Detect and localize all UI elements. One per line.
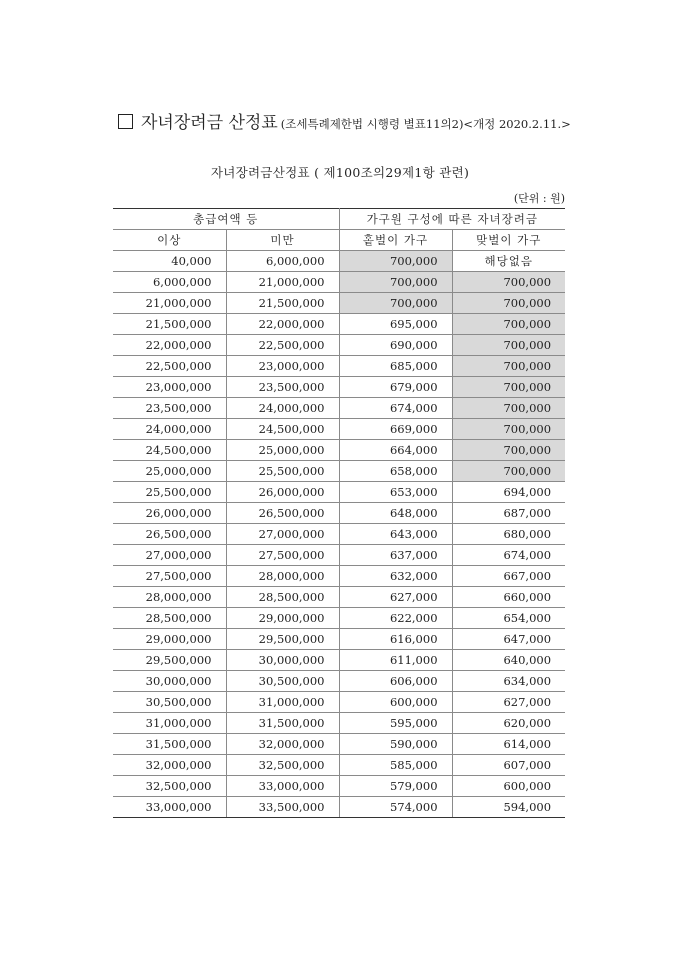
cell-single-earner: 658,000 bbox=[339, 461, 452, 482]
table-row bbox=[113, 671, 565, 692]
column-header-single-earner: 홑벌이 가구 bbox=[339, 230, 452, 251]
cell-single-earner: 622,000 bbox=[339, 608, 452, 629]
checkbox-icon bbox=[118, 114, 133, 129]
cell-income-max: 32,500,000 bbox=[226, 755, 339, 776]
cell-single-earner: 627,000 bbox=[339, 587, 452, 608]
cell-single-earner: 700,000 bbox=[339, 293, 452, 314]
cell-income-max: 28,000,000 bbox=[226, 566, 339, 587]
cell-single-earner: 579,000 bbox=[339, 776, 452, 797]
cell-dual-earner: 654,000 bbox=[452, 608, 565, 629]
cell-income-min: 26,000,000 bbox=[113, 503, 226, 524]
cell-income-max: 22,000,000 bbox=[226, 314, 339, 335]
cell-dual-earner: 607,000 bbox=[452, 755, 565, 776]
table-row bbox=[113, 482, 565, 503]
table-row bbox=[113, 272, 565, 293]
table-row bbox=[113, 461, 565, 482]
table-row bbox=[113, 251, 565, 272]
cell-single-earner: 616,000 bbox=[339, 629, 452, 650]
cell-income-min: 30,000,000 bbox=[113, 671, 226, 692]
cell-single-earner: 574,000 bbox=[339, 797, 452, 818]
cell-dual-earner: 700,000 bbox=[452, 272, 565, 293]
table-row bbox=[113, 440, 565, 461]
table-row bbox=[113, 398, 565, 419]
table-row bbox=[113, 608, 565, 629]
cell-income-min: 33,000,000 bbox=[113, 797, 226, 818]
cell-income-min: 25,000,000 bbox=[113, 461, 226, 482]
cell-single-earner: 611,000 bbox=[339, 650, 452, 671]
cell-income-max: 25,000,000 bbox=[226, 440, 339, 461]
cell-income-max: 27,000,000 bbox=[226, 524, 339, 545]
cell-income-min: 32,500,000 bbox=[113, 776, 226, 797]
cell-income-min: 22,500,000 bbox=[113, 356, 226, 377]
cell-income-min: 27,500,000 bbox=[113, 566, 226, 587]
cell-income-min: 31,000,000 bbox=[113, 713, 226, 734]
cell-dual-earner: 627,000 bbox=[452, 692, 565, 713]
cell-single-earner: 700,000 bbox=[339, 251, 452, 272]
cell-single-earner: 664,000 bbox=[339, 440, 452, 461]
cell-dual-earner: 634,000 bbox=[452, 671, 565, 692]
cell-income-max: 24,000,000 bbox=[226, 398, 339, 419]
cell-single-earner: 590,000 bbox=[339, 734, 452, 755]
cell-income-max: 27,500,000 bbox=[226, 545, 339, 566]
cell-dual-earner: 700,000 bbox=[452, 440, 565, 461]
household-group-header: 가구원 구성에 따른 자녀장려금 bbox=[339, 209, 565, 230]
cell-single-earner: 585,000 bbox=[339, 755, 452, 776]
table-row bbox=[113, 713, 565, 734]
cell-dual-earner: 674,000 bbox=[452, 545, 565, 566]
cell-dual-earner: 694,000 bbox=[452, 482, 565, 503]
cell-single-earner: 690,000 bbox=[339, 335, 452, 356]
cell-dual-earner: 700,000 bbox=[452, 335, 565, 356]
cell-single-earner: 669,000 bbox=[339, 419, 452, 440]
cell-income-max: 25,500,000 bbox=[226, 461, 339, 482]
table-row bbox=[113, 776, 565, 797]
cell-income-max: 32,000,000 bbox=[226, 734, 339, 755]
cell-single-earner: 653,000 bbox=[339, 482, 452, 503]
cell-income-min: 21,500,000 bbox=[113, 314, 226, 335]
cell-income-min: 32,000,000 bbox=[113, 755, 226, 776]
cell-dual-earner: 700,000 bbox=[452, 377, 565, 398]
cell-dual-earner: 700,000 bbox=[452, 356, 565, 377]
cell-single-earner: 606,000 bbox=[339, 671, 452, 692]
cell-dual-earner: 660,000 bbox=[452, 587, 565, 608]
cell-income-min: 31,500,000 bbox=[113, 734, 226, 755]
cell-single-earner: 643,000 bbox=[339, 524, 452, 545]
table-row bbox=[113, 356, 565, 377]
cell-income-max: 24,500,000 bbox=[226, 419, 339, 440]
cell-income-max: 29,500,000 bbox=[226, 629, 339, 650]
cell-income-max: 21,000,000 bbox=[226, 272, 339, 293]
cell-income-max: 22,500,000 bbox=[226, 335, 339, 356]
cell-dual-earner: 620,000 bbox=[452, 713, 565, 734]
cell-income-min: 26,500,000 bbox=[113, 524, 226, 545]
table-row bbox=[113, 419, 565, 440]
table-row bbox=[113, 734, 565, 755]
table-row bbox=[113, 755, 565, 776]
table-row bbox=[113, 293, 565, 314]
heading-title: 자녀장려금 산정표 bbox=[141, 113, 278, 133]
cell-dual-earner: 700,000 bbox=[452, 398, 565, 419]
cell-income-min: 40,000 bbox=[113, 251, 226, 272]
cell-dual-earner: 614,000 bbox=[452, 734, 565, 755]
cell-income-max: 33,500,000 bbox=[226, 797, 339, 818]
cell-income-max: 33,000,000 bbox=[226, 776, 339, 797]
cell-income-min: 24,000,000 bbox=[113, 419, 226, 440]
cell-income-min: 29,500,000 bbox=[113, 650, 226, 671]
heading-legal-reference: (조세특례제한법 시행령 별표11의2)<개정 2020.2.11.> bbox=[280, 117, 571, 131]
column-header-max: 미만 bbox=[226, 230, 339, 251]
cell-income-min: 29,000,000 bbox=[113, 629, 226, 650]
table-row bbox=[113, 692, 565, 713]
cell-income-min: 28,500,000 bbox=[113, 608, 226, 629]
cell-income-min: 23,000,000 bbox=[113, 377, 226, 398]
child-bonus-table bbox=[113, 208, 565, 818]
cell-income-min: 25,500,000 bbox=[113, 482, 226, 503]
cell-dual-earner: 600,000 bbox=[452, 776, 565, 797]
cell-dual-earner: 667,000 bbox=[452, 566, 565, 587]
cell-income-min: 22,000,000 bbox=[113, 335, 226, 356]
cell-single-earner: 595,000 bbox=[339, 713, 452, 734]
cell-income-min: 23,500,000 bbox=[113, 398, 226, 419]
table-row bbox=[113, 650, 565, 671]
column-header-min: 이상 bbox=[113, 230, 226, 251]
cell-single-earner: 700,000 bbox=[339, 272, 452, 293]
cell-income-max: 31,000,000 bbox=[226, 692, 339, 713]
cell-income-max: 29,000,000 bbox=[226, 608, 339, 629]
cell-dual-earner: 700,000 bbox=[452, 293, 565, 314]
table-row bbox=[113, 566, 565, 587]
table-row bbox=[113, 377, 565, 398]
cell-single-earner: 674,000 bbox=[339, 398, 452, 419]
cell-income-max: 31,500,000 bbox=[226, 713, 339, 734]
cell-dual-earner: 594,000 bbox=[452, 797, 565, 818]
table-row bbox=[113, 797, 565, 818]
cell-income-min: 28,000,000 bbox=[113, 587, 226, 608]
cell-dual-earner: 700,000 bbox=[452, 314, 565, 335]
table-row bbox=[113, 335, 565, 356]
cell-income-max: 30,000,000 bbox=[226, 650, 339, 671]
table-row bbox=[113, 545, 565, 566]
cell-income-min: 24,500,000 bbox=[113, 440, 226, 461]
cell-single-earner: 632,000 bbox=[339, 566, 452, 587]
unit-label: (단위 : 원) bbox=[513, 192, 565, 205]
cell-dual-earner: 700,000 bbox=[452, 419, 565, 440]
cell-income-max: 26,000,000 bbox=[226, 482, 339, 503]
cell-income-max: 26,500,000 bbox=[226, 503, 339, 524]
table-row bbox=[113, 524, 565, 545]
cell-income-max: 6,000,000 bbox=[226, 251, 339, 272]
cell-dual-earner: 680,000 bbox=[452, 524, 565, 545]
table-body bbox=[113, 251, 565, 818]
cell-dual-earner: 700,000 bbox=[452, 461, 565, 482]
income-group-header: 총급여액 등 bbox=[113, 209, 339, 230]
cell-single-earner: 685,000 bbox=[339, 356, 452, 377]
cell-income-max: 23,000,000 bbox=[226, 356, 339, 377]
cell-income-max: 23,500,000 bbox=[226, 377, 339, 398]
cell-dual-earner: 640,000 bbox=[452, 650, 565, 671]
table-row bbox=[113, 629, 565, 650]
table-row bbox=[113, 314, 565, 335]
cell-dual-earner: 687,000 bbox=[452, 503, 565, 524]
table-row bbox=[113, 587, 565, 608]
cell-income-min: 27,000,000 bbox=[113, 545, 226, 566]
cell-income-min: 21,000,000 bbox=[113, 293, 226, 314]
cell-dual-earner: 해당없음 bbox=[452, 251, 565, 272]
cell-income-min: 6,000,000 bbox=[113, 272, 226, 293]
cell-income-min: 30,500,000 bbox=[113, 692, 226, 713]
table-header bbox=[113, 209, 565, 251]
cell-single-earner: 600,000 bbox=[339, 692, 452, 713]
column-header-dual-earner: 맞벌이 가구 bbox=[452, 230, 565, 251]
cell-dual-earner: 647,000 bbox=[452, 629, 565, 650]
table-title: 자녀장려금산정표 ( 제100조의29제1항 관련) bbox=[210, 165, 470, 180]
cell-single-earner: 679,000 bbox=[339, 377, 452, 398]
cell-income-max: 28,500,000 bbox=[226, 587, 339, 608]
cell-income-max: 21,500,000 bbox=[226, 293, 339, 314]
cell-income-max: 30,500,000 bbox=[226, 671, 339, 692]
document-heading bbox=[118, 108, 571, 133]
cell-single-earner: 637,000 bbox=[339, 545, 452, 566]
cell-single-earner: 695,000 bbox=[339, 314, 452, 335]
cell-single-earner: 648,000 bbox=[339, 503, 452, 524]
table-row bbox=[113, 503, 565, 524]
